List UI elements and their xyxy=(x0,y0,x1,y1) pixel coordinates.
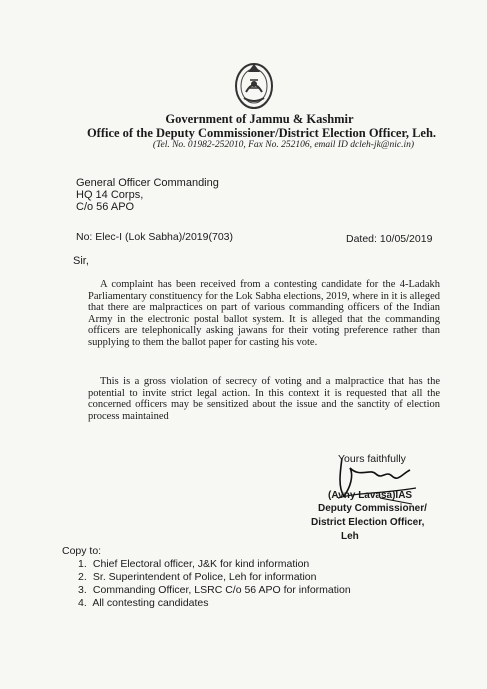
state-emblem-icon xyxy=(232,58,276,110)
salutation: Sir, xyxy=(73,255,89,267)
signatory-name: (Avny Lavasa)IAS xyxy=(328,490,413,501)
signatory-designation-2: District Election Officer, xyxy=(311,517,425,528)
copy-to-list xyxy=(78,558,351,610)
reference-number: No: Elec-I (Lok Sabha)/2019(703) xyxy=(76,231,234,243)
header-office: Office of the Deputy Commissioner/District Election Officer, Leh. xyxy=(86,126,437,140)
addressee-line-1: General Officer Commanding xyxy=(76,177,219,189)
signatory-place: Leh xyxy=(341,531,359,542)
header-contact: (Tel. No. 01982-252010, Fax No. 252106, email ID dcleh-jk@nic.in) xyxy=(152,140,415,150)
body-paragraph-1: A complaint has been received from a contesting candidate for the 4-Ladakh Parliamentary constituency for the Lok Sabha elections, 2019, where in it is alleged that there are malpractices on part of various commanding officers of the Indian Army in the electronic postal ballot system. It is alleged that the commanding officers are telephonically asking jawans for their voting preference rather than supplying to them the ballot paper for casting his vote. xyxy=(88,279,440,348)
header-government: Government of Jammu & Kashmir xyxy=(165,112,354,126)
letter-date: Dated: 10/05/2019 xyxy=(346,233,433,245)
list-item: 4. All contesting candidates xyxy=(78,597,209,609)
addressee-line-3: C/o 56 APO xyxy=(76,201,135,213)
addressee-line-2: HQ 14 Corps, xyxy=(76,189,144,201)
list-item: 2. Sr. Superintendent of Police, Leh for information xyxy=(78,571,317,583)
copy-to-heading: Copy to: xyxy=(62,545,102,557)
signatory-designation-1: Deputy Commissioner/ xyxy=(318,503,427,514)
list-item: 1. Chief Electoral officer, J&K for kind information xyxy=(78,558,310,570)
body-paragraph-2: This is a gross violation of secrecy of voting and a malpractice that has the potential to invite strict legal action. In this context it is requested that all the concerned officers may be sensitized about the issue and the sanctity of election process maintained xyxy=(88,376,440,422)
closing: Yours faithfully xyxy=(338,453,406,465)
list-item: 3. Commanding Officer, LSRC C/o 56 APO for information xyxy=(78,584,351,596)
